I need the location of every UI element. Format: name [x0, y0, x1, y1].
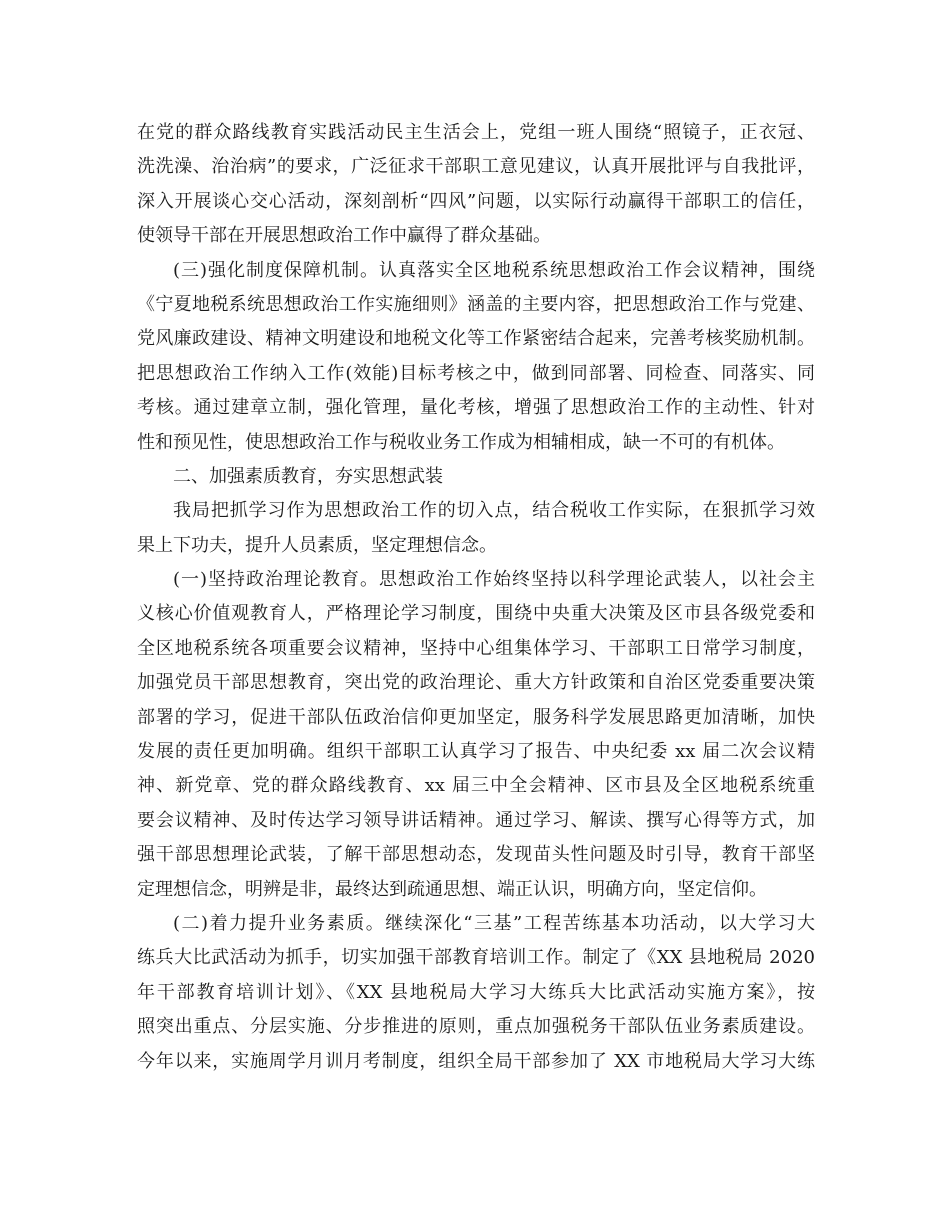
text-line: 在党的群众路线教育实践活动民主生活会上，党组一班人围绕“照镜子，正衣冠、: [137, 122, 815, 143]
text-line: (二)着力提升业务素质。继续深化“三基”工程苦练基本功活动，以大学习大: [173, 912, 815, 934]
text-line: 部署的学习，促进干部队伍政治信仰更加坚定，服务科学发展思路更加清晰，加快: [137, 706, 815, 728]
text-line: 发展的责任更加明确。组织干部职工认真学习了报告、中央纪委 xx 届二次会议精: [137, 741, 815, 763]
text-line: 义核心价值观教育人，严格理论学习制度，围绕中央重大决策及区市县各级党委和: [137, 603, 815, 625]
text-line: 我局把抓学习作为思想政治工作的切入点，结合税收工作实际，在狠抓学习效: [173, 500, 815, 522]
text-line: 全区地税系统各项重要会议精神，坚持中心组集体学习、干部职工日常学习制度，: [137, 637, 815, 659]
text-line: 今年以来，实施周学月训月考制度，组织全局干部参加了 XX 市地税局大学习大练: [137, 1050, 815, 1072]
text-line: 加强党员干部思想教育，突出党的政治理论、重大方针政策和自治区党委重要决策: [137, 672, 815, 694]
text-line: 强干部思想理论武装，了解干部思想动态，发现苗头性问题及时引导，教育干部坚: [137, 844, 815, 866]
text-line: 深入开展谈心交心活动，深刻剖析“四风”问题，以实际行动赢得干部职工的信任，: [137, 190, 815, 212]
text-line: 使领导干部在开展思想政治工作中赢得了群众基础。: [137, 225, 551, 247]
text-line: (三)强化制度保障机制。认真落实全区地税系统思想政治工作会议精神，围绕: [173, 259, 815, 281]
text-line: 性和预见性，使思想政治工作与税收业务工作成为相辅相成，缺一不可的有机体。: [137, 431, 785, 453]
text-line: 二、加强素质教育，夯实思想武装: [173, 465, 443, 487]
text-line: 要会议精神、及时传达学习领导讲话精神。通过学习、解读、撰写心得等方式，加: [137, 809, 815, 831]
document-page: [137, 116, 815, 1079]
text-line: (一)坚持政治理论教育。思想政治工作始终坚持以科学理论武装人，以社会主: [173, 569, 815, 591]
text-line: 洗洗澡、治治病”的要求，广泛征求干部职工意见建议，认真开展批评与自我批评，: [137, 156, 815, 178]
text-line: 考核。通过建章立制，强化管理，量化考核，增强了思想政治工作的主动性、针对: [137, 397, 815, 419]
text-line: 练兵大比武活动为抓手，切实加强干部教育培训工作。制定了《XX 县地税局 2020: [137, 947, 815, 969]
text-line: 《宁夏地税系统思想政治工作实施细则》涵盖的主要内容，把思想政治工作与党建、: [137, 293, 815, 315]
text-line: 照突出重点、分层实施、分步推进的原则，重点加强税务干部队伍业务素质建设。: [137, 1016, 815, 1038]
text-line: 果上下功夫，提升人员素质，坚定理想信念。: [137, 534, 497, 556]
text-line: 党风廉政建设、精神文明建设和地税文化等工作紧密结合起来，完善考核奖励机制。: [137, 328, 815, 350]
text-line: 神、新党章、党的群众路线教育、xx 届三中全会精神、区市县及全区地税系统重: [137, 775, 815, 797]
text-line: 定理想信念，明辨是非，最终达到疏通思想、端正认识，明确方向，坚定信仰。: [137, 878, 767, 900]
text-line: 年干部教育培训计划》、《XX 县地税局大学习大练兵大比武活动实施方案》，按: [137, 981, 815, 1003]
text-line: 把思想政治工作纳入工作(效能)目标考核之中，做到同部署、同检查、同落实、同: [137, 362, 815, 384]
